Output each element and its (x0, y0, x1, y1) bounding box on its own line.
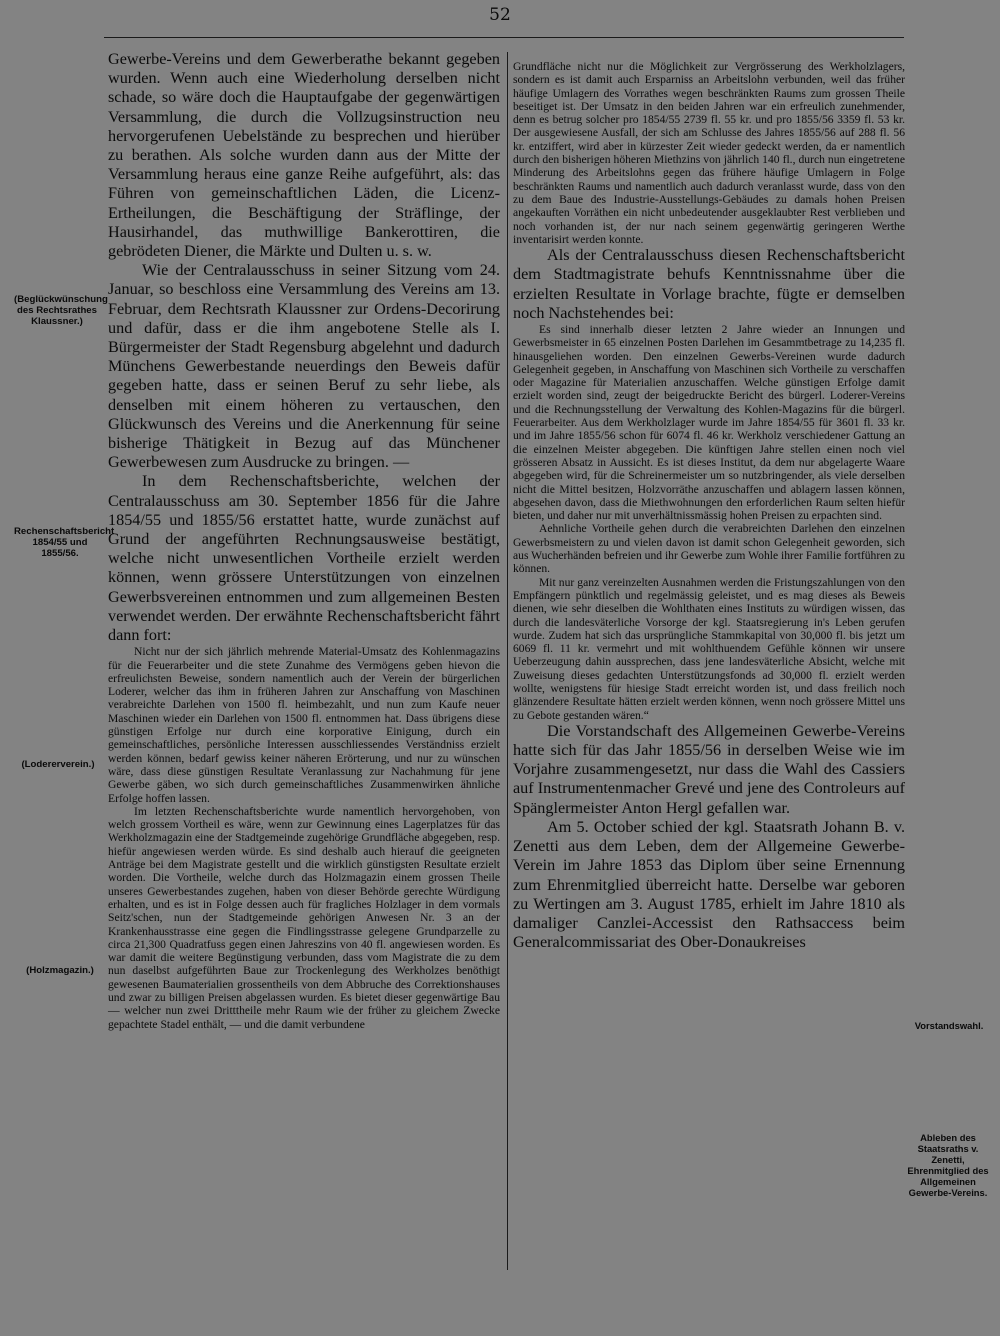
margin-note-lodererverein: (Lodererverein.) (21, 759, 95, 770)
paragraph-vorstandschaft: Die Vorstandschaft des Allgemeinen Gewerbe-Vereins hatte sich für das Jahr 1855/56 in derselben Weise wie im Vorjahre zusammengesetzt, nur dass die Wahl des Cassiers auf Instrumentenmacher Grevé und jene des Controleurs auf Spänglermeister Anton Hergl gefallen war. (513, 721, 905, 817)
paragraph-fristungszahlungen: Mit nur ganz vereinzelten Ausnahmen werden die Fristungszahlungen von den Empfängern pünktlich und regelmässig geleistet, und es mag dieses als Beweis dienen, wie sehr dieselben die Wohlthaten eines Instituts zu würdigen wissen, das durch die landesväterliche Vorsorge der kgl. Staatsregierung in's Leben gerufen wurde. Zudem hat sich das ursprüngliche Stammkapital von 30,000 fl. bis jetzt um 6069 fl. 11 kr. vermehrt und mit wohlthuendem Gefühle können wir unsere Ueberzeugung dahin aussprechen, dass jene landesväterliche Absicht, welche mit Zuweisung dieses gedachten Unterstützungsfonds ad 30,000 fl. erzielt werden wollte, wenigstens für hiesige Stadt erreicht worden ist, und dass freilich noch glänzendere Resultate hätten erzielt werden können, wenn noch grössere Mittel uns zu Gebote gestanden wären.“ (513, 575, 905, 722)
right-column (513, 60, 905, 952)
margin-note-rechenschaft: Rechenschaftsbericht 1854/55 und 1855/56. (14, 526, 115, 559)
paragraph-stadtmagistrat: Als der Centralausschuss diesen Rechenschaftsbericht dem Stadtmagistrate behufs Kenntnissnahme über die erzielten Resultate in Vorlage brachte, fügte er demselben noch Nachstehendes bei: (513, 246, 905, 322)
paragraph-kohlenmagazin: Nicht nur der sich jährlich mehrende Material-Umsatz des Kohlenmagazins für die Feuerarbeiter und die stete Zunahme des Vermögens geben hievon die erfreulichsten Beweise, sondern namentlich auch der Verein der bürgerlichen Loderer, welcher das ihm in früheren Jahren zur Anschaffung von Maschinen verabreichte Darlehen von 1500 fl. heimbezahlt, und nun zum Kaufe neuer Maschinen wieder ein Darlehen von 1500 fl. entnommen hat. Dass übrigens diese günstigen Erfolge nur durch eine korporative Einigung, durch ein gemeinschaftliches, persönliche Interessen ausschliessendes Verständniss erzielt werden können, bedarf gewiss keiner näheren Erörterung, und nur zu wünschen wäre, dass diese günstigen Resultate Veranlassung zur Nachahmung für jene Gewerbe gäben, wo sich durch gemeinschaftliches Zusammenwirken ähnliche Erfolge hoffen lassen. (108, 645, 500, 805)
paragraph-zenetti: Am 5. October schied der kgl. Staatsrath Johann B. v. Zenetti aus dem Leben, dem der Allgemeine Gewerbe-Verein im Jahre 1853 das Diplom über seine Ernennung zum Ehrenmitglied überreicht hatte. Derselbe war geboren zu Wertingen am 3. August 1785, erhielt im Jahre 1810 als damaliger Canzlei-Accessist den Rathsaccess beim Generalcommissariat des Ober-Donaukreises (513, 817, 905, 952)
header-rule (104, 37, 904, 38)
paragraph-holzmagazin: Im letzten Rechenschaftsberichte wurde namentlich hervorgehoben, von welch grossem Vortheil es wäre, wenn zur Gewinnung eines Lagerplatzes für das Werkholzmagazin eine der Stadtgemeinde zugehörige Grundfläche abgegeben, resp. hiefür angewiesen werden würde. Es sind deshalb auch hierauf die geeigneten Anträge bei dem Magistrate gestellt und die wirklich günstigsten Resultate erzielt worden. Die Vortheile, welche durch das Holzmagazin einem grossen Theile unseres Gewerbestandes zugehen, haben von dieser Behörde gerechte Würdigung erhalten, und es ist in Folge dessen auch für fragliches Holzlager in dem vormals Seitz'schen, nun der Stadtgemeinde gehörigen Anwesen Nr. 3 an der Krankenhausstrasse eine gegen die Findlingsstrasse gelegene Grundparzelle zu circa 21,300 Quadratfuss gegen einen Jahreszins von 40 fl. angewiesen worden. Es war damit die weitere Begünstigung verbunden, dass vom Magistrate die zu dem nun daselbst aufgeführten Baue zur Trockenlegung des Werkholzes benöthigt gewesenen Baumaterialien grossentheils von dem Abbruche des Correktionshauses und zwar zu billigen Preisen abgelassen wurden. Es bietet dieser gegenwärtige Bau — welcher nun zwei Dritttheile mehr Raum wie der früher zu gleichem Zwecke gepachtete Stadel enthält, — und die damit verbundene (108, 804, 500, 1031)
paragraph-rechenschaft: In dem Rechenschaftsberichte, welchen der Centralausschuss am 30. September 1856 für die Jahre 1854/55 und 1855/56 erstattet hatte, wurde zunächst auf Grund der angeführten Rechnungsausweise bestätigt, welche nicht unwesentlichen Vortheile erzielt werden können, wenn grössere Unterstützungen von einzelnen Gewerbsvereinen entnommen und zum allgemeinen Besten verwendet werden. Der erwähnte Rechenschaftsbericht fährt dann fort: (108, 472, 500, 645)
paragraph-intro: Gewerbe-Vereins und dem Gewerberathe bekannt gegeben wurden. Wenn auch eine Wiederholung derselben nicht schade, so wäre doch die Hauptaufgabe der gegenwärtigen Versammlung, die durch die Vollzugsinstruction neu hervorgerufenen Uebelstände zu besprechen und hierüber zu berathen. Als solche wurden dann aus der Mitte der Versammlung heraus eine ganze Reihe aufgeführt, als: das Führen von gemeinschaftlichen Läden, die Licenz-Ertheilungen, die Beschäftigung der Sträflinge, der Hausirhandel, das muthwillige Bankerottiren, die gebrödeten Diener, die Märkte und Dulten u. s. w. (108, 50, 500, 261)
paragraph-grundflaeche: Grundfläche nicht nur die Möglichkeit zur Vergrösserung des Werkholzlagers, sondern es ist damit auch Ersparniss an Arbeitslohn verbunden, weil das früher häufige Umlagern des Vorrathes wegen beschränkten Raums zum grossen Theile beseitiget ist. Der Umsatz in den beiden Jahren war ein erfreulich zunehmender, denn es betrug solcher pro 1854/55 2739 fl. 55 kr. und pro 1855/56 3359 fl. 53 kr. Der ausgewiesene Ausfall, der sich am Schlusse des Jahres 1855/56 auf 288 fl. 56 kr. entziffert, wird aber in kürzester Zeit wieder gedeckt werden, da er namentlich durch den bisherigen höheren Miethzins von jährlich 140 fl., durch nun eingetretene Minderung des Arbeitslohns gegen das frühere häufige Umlagern in Folge beschränkten Raums und namentlich auch dadurch veranlasst wurde, dass von den zu dem Baue des Industrie-Ausstellungs-Gebäudes zu damals hohen Preisen angekauften Vorräthen ein nicht unbedeutender ausgeklaubter Rest verblieben und noch vorhanden ist, der nur nach seinem gegenwärtig geringeren Werthe inventarisirt werden konnte. (513, 60, 905, 246)
left-column (108, 50, 500, 1031)
paragraph-darlehen: Es sind innerhalb dieser letzten 2 Jahre wieder an Innungen und Gewerbsmeister in 65 einzelnen Posten Darlehen im Gesammtbetrage zu 14,235 fl. hinausgeliehen worden. Den einzelnen Gewerbs-Vereinen wurde dadurch Gelegenheit gegeben, in Anschaffung von Maschinen sich Vortheile zu verschaffen oder Magazine für Materialien anzuschaffen. Welche günstigen Erfolge damit erzielt worden sind, zeugt der beigedruckte Bericht des bürgerl. Loderer-Vereins und die Rechnungsstellung der Verwaltung des Kohlen-Magazins für die bürgerl. Feuerarbeiter. Aus dem Werkholzlager wurde im Jahre 1854/55 für 3601 fl. 33 kr. und im Jahre 1855/56 schon für 6074 fl. 46 kr. Werkholz verschiedener Gattung an die einzelnen Meister abgegeben. Die künftigen Jahre stellen einen noch viel grösseren Absatz in Aussicht. Es ist dieses Institut, da dem nur abgelagerte Waare abgegeben wird, für die Schreinermeister um so nutzbringender, als viele derselben nicht die Mittel besitzen, Holzvorräthe anzuschaffen und ablagern lassen können, abgesehen davon, dass die Miethwohnungen den erforderlichen Raum selten hiefür bieten, und daher nur mit unverhältnissmässig hohen Preisen zu erpachten sind. (513, 322, 905, 523)
page-number: 52 (489, 5, 511, 25)
margin-note-glueckwunsch: (Beglückwünschung des Rechtsrathes Klaussner.) (14, 294, 108, 327)
margin-note-zenetti: Ableben des Staatsraths v. Zenetti, Ehrenmitglied des Allgemeinen Gewerbe-Vereins. (907, 1132, 989, 1198)
margin-note-vorstandswahl: Vorstandswahl. (914, 1020, 984, 1031)
margin-note-holzmagazin: (Holzmagazin.) (26, 965, 94, 976)
paragraph-glueckwunsch: Wie der Centralausschuss in seiner Sitzung vom 24. Januar, so beschloss eine Versammlung des Vereins am 13. Februar, dem Rechtsrath Klaussner zur Ordens-Decorirung und dafür, dass er die ihm angebotene Stelle als I. Bürgermeister der Stadt Regensburg abgelehnt und dadurch Münchens Gewerbestande neuerdings den Beweis dafür gegeben hatte, dass er seinen Beruf zu sehr liebe, als denselben mit einem höheren zu vertauschen, den Glückwunsch des Vereins und die Anerkennung für seine bisherige Thätigkeit in Bezug auf das Münchener Gewerbewesen zum Ausdrucke zu bringen. — (108, 261, 500, 472)
paragraph-vortheile: Aehnliche Vortheile gehen durch die verabreichten Darlehen den einzelnen Gewerbsmeistern zu und vielen davon ist damit schon Gelegenheit geworden, sich aus Wucherhänden befreien und ihr Gewerbe zum Wohle ihrer Familie fortführen zu können. (513, 522, 905, 576)
column-divider (507, 52, 508, 1270)
